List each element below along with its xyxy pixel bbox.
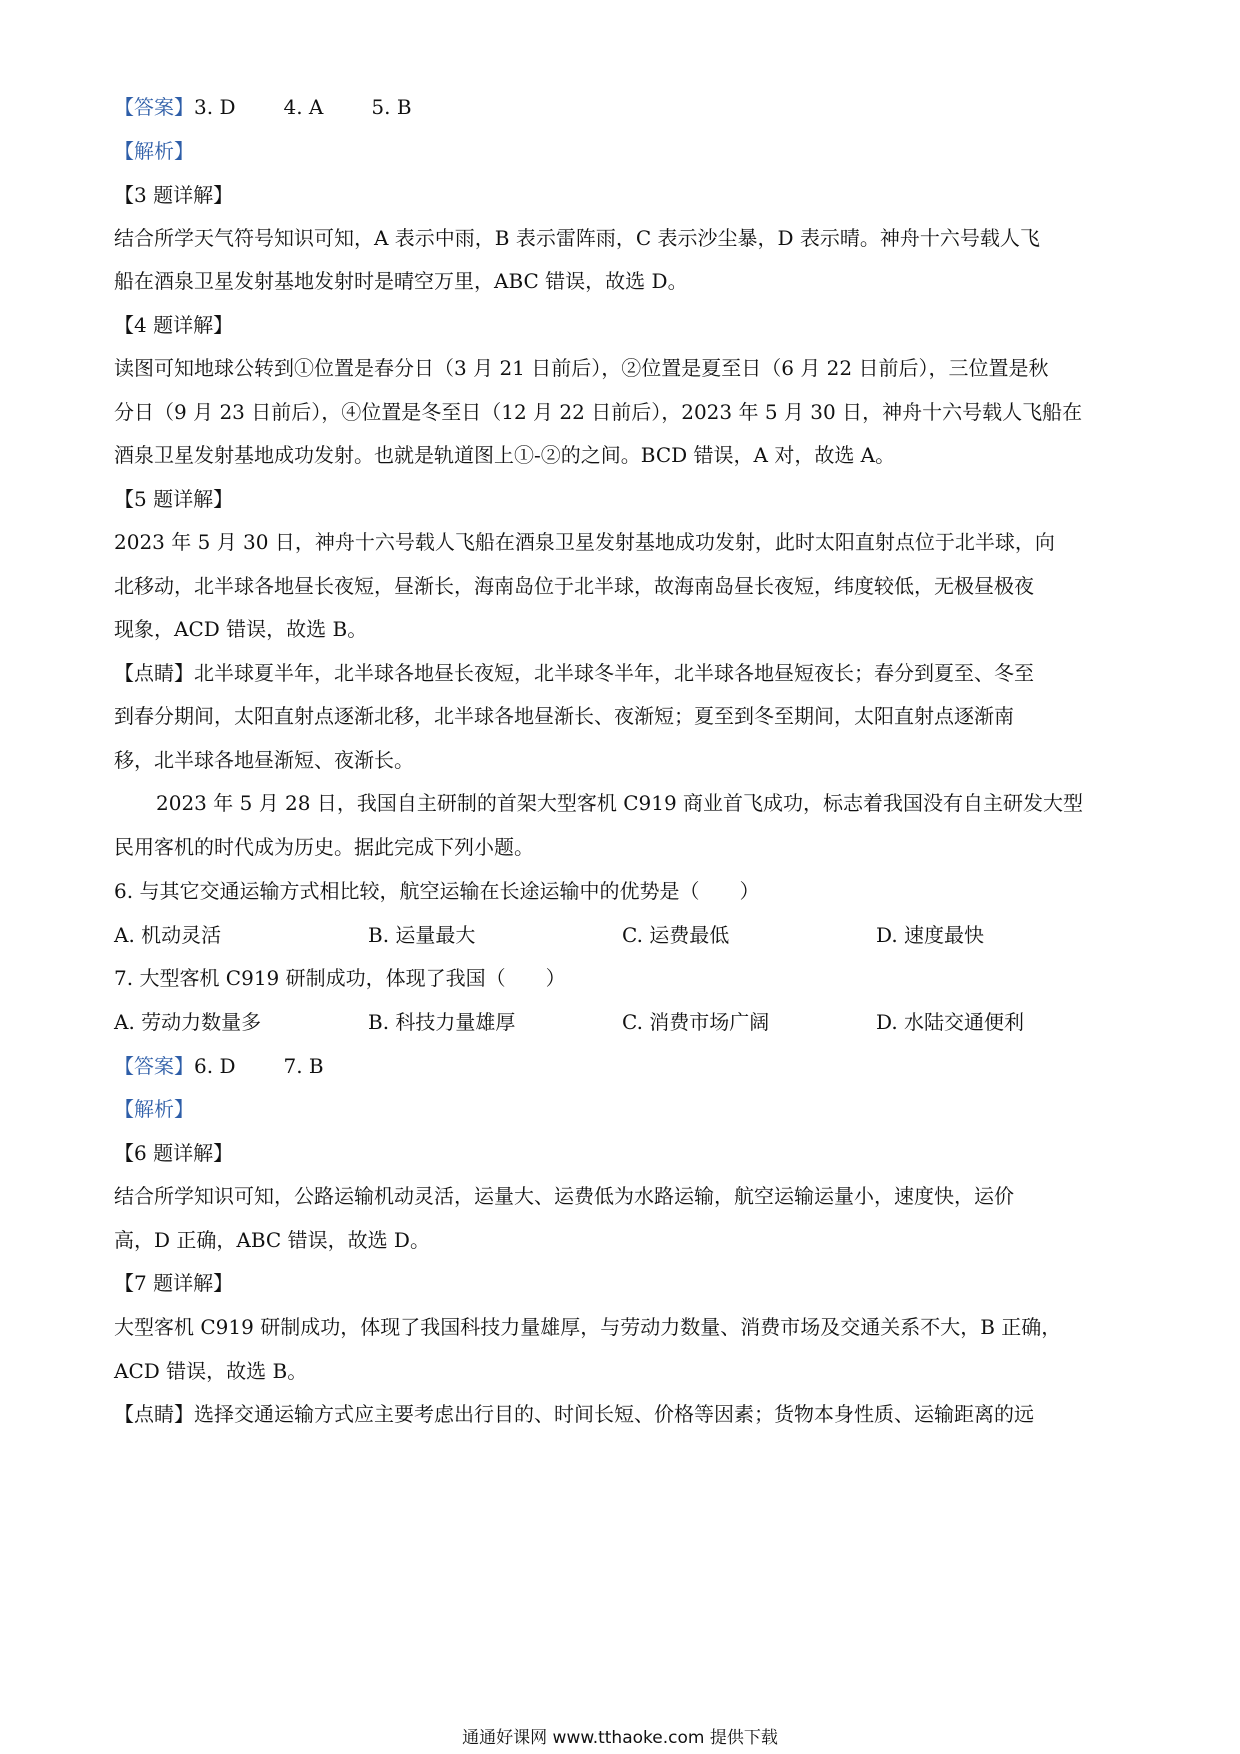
note-line: 【点睛】北半球夏半年，北半球各地昼长夜短，北半球冬半年，北半球各地昼短夜长；春分到夏至、冬至 [114,661,1034,685]
q3-detail-line: 船在酒泉卫星发射基地发射时是晴空万里，ABC 错误，故选 D。 [114,269,688,293]
answer-item: 4. A [283,95,324,119]
note-tag: 【点睛】 [114,1402,194,1426]
q5-detail-line: 现象，ACD 错误，故选 B。 [114,617,368,641]
q4-detail-line: 酒泉卫星发射基地成功发射。也就是轨道图上①-②的之间。BCD 错误，A 对，故选 A。 [114,443,896,467]
analysis-tag: 【解析】 [114,139,194,163]
option-b: B. 运量最大 [368,923,476,947]
q6-detail-line: 结合所学知识可知，公路运输机动灵活，运量大、运费低为水路运输，航空运输运量小，速度快，运价 [114,1184,1014,1208]
note-line: 到春分期间，太阳直射点逐渐北移，北半球各地昼渐长、夜渐短；夏至到冬至期间，太阳直射点逐渐南 [114,704,1014,728]
option-a: A. 机动灵活 [114,923,222,947]
q7-detail-heading: 【7 题详解】 [114,1271,234,1295]
q4-detail-heading: 【4 题详解】 [114,313,234,337]
material-paragraph: 2023 年 5 月 28 日，我国自主研制的首架大型客机 C919 商业首飞成功，标志着我国没有自主研发大型 [156,791,1084,815]
q5-detail-heading: 【5 题详解】 [114,487,234,511]
q5-detail-line: 2023 年 5 月 30 日，神舟十六号载人飞船在酒泉卫星发射基地成功发射，此时太阳直射点位于北半球，向 [114,530,1055,554]
option-d: D. 速度最快 [876,923,985,947]
q3-detail-heading: 【3 题详解】 [114,183,234,207]
answer-line-2 [114,1051,1134,1081]
analysis-tag: 【解析】 [114,1097,194,1121]
note-tag: 【点睛】 [114,661,194,685]
q6-detail-heading: 【6 题详解】 [114,1141,234,1165]
q5-detail-line: 北移动，北半球各地昼长夜短，昼渐长，海南岛位于北半球，故海南岛昼长夜短，纬度较低，无极昼极夜 [114,574,1034,598]
option-c: C. 运费最低 [622,923,730,947]
option-a: A. 劳动力数量多 [114,1010,262,1034]
option-d: D. 水陆交通便利 [876,1010,1025,1034]
q7-detail-line: ACD 错误，故选 B。 [114,1359,308,1383]
question-6-stem: 6. 与其它交通运输方式相比较，航空运输在长途运输中的优势是（ ） [114,879,760,903]
answer-item: 5. B [371,95,412,119]
q4-detail-line: 分日（9 月 23 日前后），④位置是冬至日（12 月 22 日前后），2023 年 5 月 30 日，神舟十六号载人飞船在 [114,400,1083,424]
answer-line-1 [114,92,1134,122]
answer-item: 3. D [194,95,236,119]
q7-detail-line: 大型客机 C919 研制成功，体现了我国科技力量雄厚，与劳动力数量、消费市场及交通关系不大，B 正确， [114,1315,1062,1339]
page-footer: 通通好课网 www.tthaoke.com 提供下载 [462,1728,778,1748]
option-c: C. 消费市场广阔 [622,1010,770,1034]
q6-detail-line: 高，D 正确，ABC 错误，故选 D。 [114,1228,430,1252]
option-b: B. 科技力量雄厚 [368,1010,516,1034]
q4-detail-line: 读图可知地球公转到①位置是春分日（3 月 21 日前后），②位置是夏至日（6 月 22 日前后），三位置是秋 [114,356,1049,380]
question-7-stem: 7. 大型客机 C919 研制成功，体现了我国（ ） [114,966,566,990]
material-paragraph: 民用客机的时代成为历史。据此完成下列小题。 [114,835,534,859]
answer-item: 7. B [283,1054,324,1078]
q3-detail-line: 结合所学天气符号知识可知，A 表示中雨，B 表示雷阵雨，C 表示沙尘暴，D 表示晴。神舟十六号载人飞 [114,226,1040,250]
note-line: 移，北半球各地昼渐短、夜渐长。 [114,748,414,772]
answer-item: 6. D [194,1054,236,1078]
note-line: 【点睛】选择交通运输方式应主要考虑出行目的、时间长短、价格等因素；货物本身性质、运输距离的远 [114,1402,1034,1426]
answer-tag: 【答案】 [114,1054,194,1078]
answer-tag: 【答案】 [114,95,194,119]
